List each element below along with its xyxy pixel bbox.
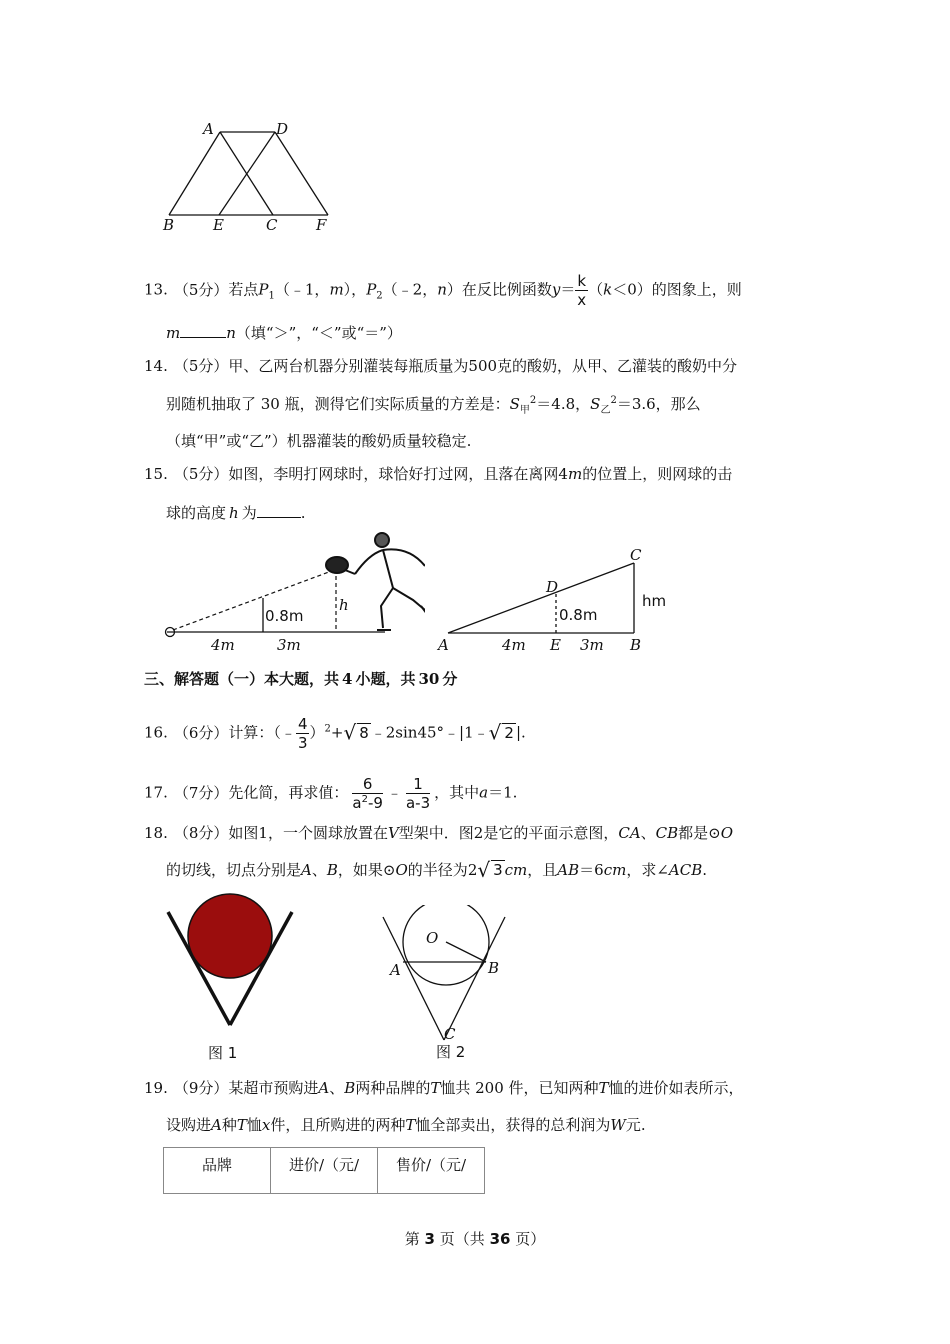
- label-F: F: [316, 216, 327, 234]
- bc-length-label: hm: [642, 592, 667, 610]
- table-header-cell: 品牌: [164, 1148, 271, 1194]
- label-C: C: [266, 216, 278, 234]
- de-length-label: 0.8m: [559, 606, 598, 624]
- circle-tangent-figure: [378, 905, 528, 1065]
- v-rack-ball-figure: [160, 890, 310, 1065]
- ae-length-label: 4m: [502, 636, 526, 654]
- tennis-player-icon: [326, 533, 425, 630]
- label-C: C: [444, 1025, 456, 1043]
- label-B: B: [163, 216, 175, 234]
- distance-3m-label: 3m: [277, 636, 301, 654]
- four-thirds-fraction: $\frac{4}{3}$: [297, 715, 308, 752]
- q19-line1: 19. （9分）某超市预购进A、B两种品牌的T恤共 200 件，已知两种T恤的进价如表所示，: [144, 1079, 744, 1097]
- q19-line2: 设购进A种T恤x件，且所购进的两种T恤全部卖出，获得的总利润为W元.: [166, 1116, 646, 1134]
- label-B: B: [488, 959, 500, 977]
- q18-line1: 18. （8分）如图1，一个圆球放置在V型架中．图2是它的平面示意图，CA、CB都是⊙O: [144, 824, 734, 842]
- radical-sign: √: [477, 858, 491, 882]
- hit-height-label: h: [339, 596, 349, 614]
- label-D: D: [546, 578, 559, 596]
- q14-line2: 别随机抽取了 30 瓶，测得它们实际质量的方差是：$S_甲^2=4.8$，$S_乙^2=3.6$，那么: [166, 395, 701, 416]
- q14-line1: 14. （5分）甲、乙两台机器分别灌装每瓶质量为500克的酸奶，从甲、乙灌装的酸奶中分: [144, 357, 738, 375]
- fraction-6-over-a2-9: $\frac{6}{a^2-9}$: [352, 775, 383, 812]
- label-O: O: [426, 929, 439, 947]
- label-E: E: [213, 216, 224, 234]
- q17-line: 17. （7分）先化简，再求值： $\frac{6}{a^2-9}$ ﹣ $\frac{1}{a-3}$ ，其中a＝1.: [144, 775, 518, 812]
- eb-length-label: 3m: [580, 636, 604, 654]
- label-E: E: [550, 636, 561, 654]
- label-D: D: [276, 120, 289, 138]
- label-B: B: [630, 636, 642, 654]
- radical-sign: √: [343, 720, 357, 745]
- k-over-x-fraction: $\frac{k}{x}$: [577, 272, 587, 309]
- parallelogram-figure: [155, 118, 345, 238]
- section-3-heading: 三、解答题（一）本大题，共 4 小题，共 30 分: [144, 670, 458, 688]
- q15-line1: 15. （5分）如图，李明打网球时，球恰好打过网，且落在离网4m的位置上，则网球的击: [144, 465, 733, 483]
- page-footer: 第 3 页（共 36 页）: [404, 1230, 546, 1248]
- q16-line: 16. （6分）计算：（﹣ $\frac{4}{3}$ ）$^2$+√ 8 ﹣2sin45°﹣|1﹣√ 2 |.: [144, 715, 526, 752]
- ball-icon: [188, 894, 272, 978]
- label-A: A: [438, 636, 449, 654]
- similar-triangle-figure: [430, 540, 680, 660]
- table-header-cell: 售价/（元/: [378, 1148, 485, 1194]
- q13-answer-blank[interactable]: [180, 321, 226, 338]
- figure-2-caption: 图 2: [436, 1043, 466, 1061]
- q13-line2: m n（填“＞”，“＜”或“＝”）: [166, 321, 402, 344]
- label-A: A: [203, 120, 214, 138]
- price-table: [163, 1147, 485, 1194]
- fraction-1-over-a-3: $\frac{1}{a-3}$: [405, 775, 431, 812]
- figure-1-caption: 图 1: [208, 1044, 238, 1062]
- tennis-figure: [155, 528, 425, 658]
- q15-line2: 球的高度 h 为 .: [166, 501, 305, 524]
- table-header-cell: 进价/（元/: [271, 1148, 378, 1194]
- label-C: C: [630, 546, 642, 564]
- radical-sign: √: [488, 720, 502, 745]
- table-header-row: [164, 1148, 485, 1194]
- q15-answer-blank[interactable]: [257, 501, 301, 518]
- q14-line3: （填“甲”或“乙”）机器灌装的酸奶质量较稳定.: [166, 432, 472, 450]
- q13-line1: 13. （5分）若点$P_1(﹣1$，m），$P_2(﹣2$，n）在反比例函数y＝ $\frac{k}{x}$ （k＜0）的图象上，则: [144, 272, 742, 309]
- distance-4m-label: 4m: [211, 636, 235, 654]
- net-height-label: 0.8m: [265, 607, 304, 625]
- label-A: A: [390, 961, 401, 979]
- q18-line2: 的切线，切点分别是A、B，如果⊙O的半径为2√ 3 cm，且AB＝6cm，求∠ACB.: [166, 858, 708, 882]
